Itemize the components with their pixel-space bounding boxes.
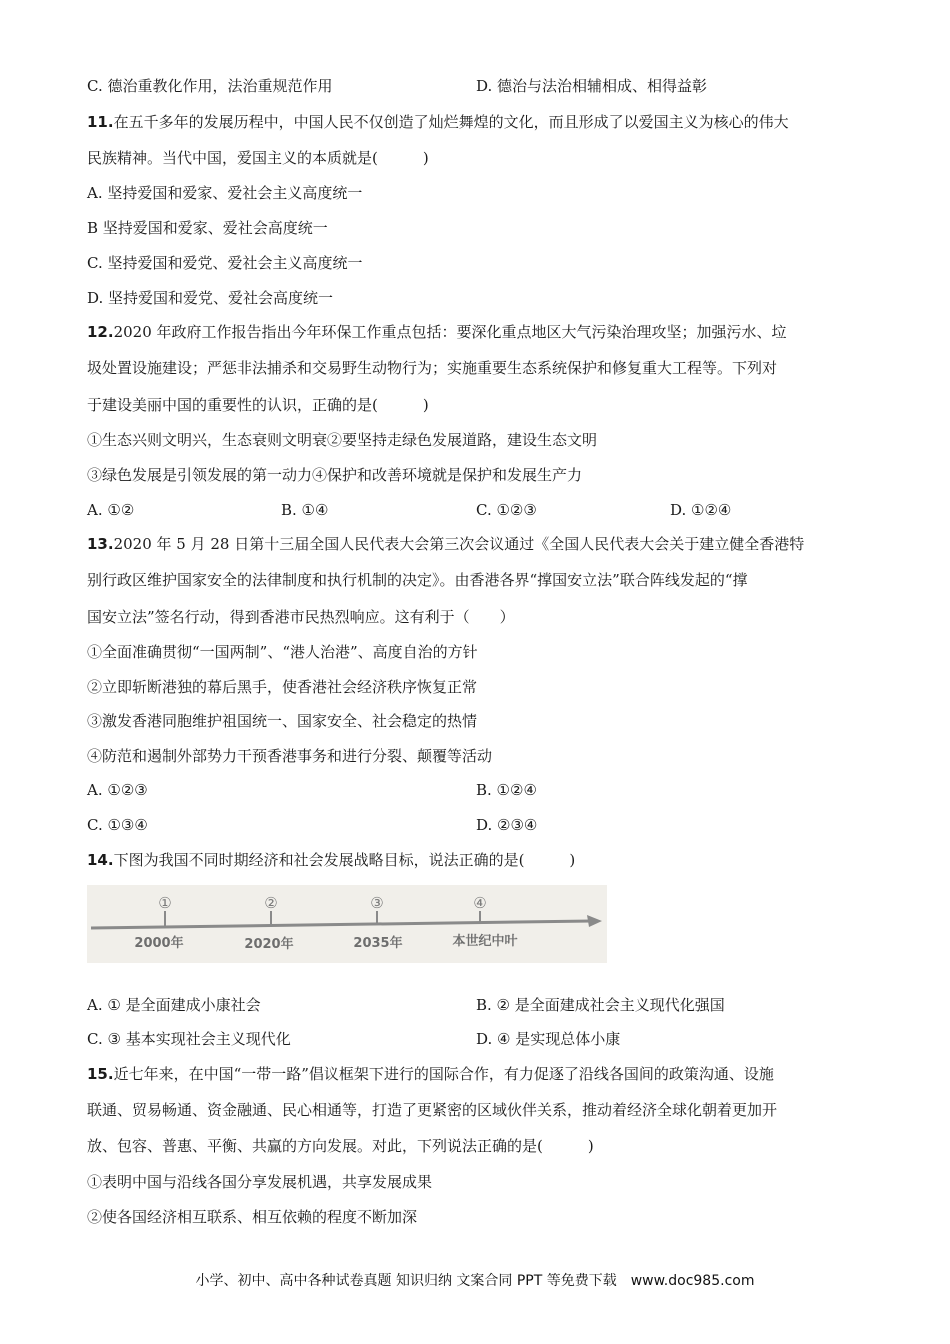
- q11-stem-line-2: 民族精神。当代中国，爱国主义的本质就是( ): [87, 149, 429, 167]
- q12-number: 12.: [87, 323, 114, 341]
- development-timeline-figure: [87, 885, 607, 963]
- q15-stem-line-1: [87, 1064, 774, 1084]
- q11-option-c: C. 坚持爱国和爱党、爱社会主义高度统一: [87, 254, 363, 272]
- q13-item-3: ③激发香港同胞维护祖国统一、国家安全、社会稳定的热情: [87, 712, 478, 730]
- q13-item-4: ④防范和遏制外部势力干预香港事务和进行分裂、颠覆等活动: [87, 747, 493, 765]
- q13-stem-line-2: 别行政区维护国家安全的法律制度和执行机制的决定》。由香港各界“撑国安立法”联合阵线发起的“撑: [87, 571, 748, 589]
- q15-number: 15.: [87, 1065, 114, 1083]
- timeline-arrowhead: [587, 915, 602, 927]
- q14-option-a: A. ① 是全面建成小康社会: [87, 996, 261, 1014]
- timeline-svg: [87, 885, 607, 963]
- q11-option-b: B 坚持爱国和爱家、爱社会高度统一: [87, 219, 328, 237]
- q10-option-c: C. 德治重教化作用，法治重规范作用: [87, 77, 333, 95]
- q15-item-2: ②使各国经济相互联系、相互依赖的程度不断加深: [87, 1208, 418, 1226]
- q15-stem-line-2: 联通、贸易畅通、资金融通、民心相通等，打造了更紧密的区域伙伴关系，推动着经济全球化朝着更加开: [87, 1101, 778, 1119]
- q14-number: 14.: [87, 851, 114, 869]
- q15-item-1: ①表明中国与沿线各国分享发展机遇，共享发展成果: [87, 1173, 433, 1191]
- q13-item-2: ②立即斩断港独的幕后黑手，使香港社会经济秩序恢复正常: [87, 678, 478, 696]
- q11-number: 11.: [87, 113, 114, 131]
- q14-option-c: C. ③ 基本实现社会主义现代化: [87, 1030, 291, 1048]
- timeline-mark-2: ②: [264, 894, 278, 912]
- q11-option-a: A. 坚持爱国和爱家、爱社会主义高度统一: [87, 184, 363, 202]
- q13-option-a: A. ①②③: [87, 781, 148, 799]
- q14-stem-text-1: 下图为我国不同时期经济和社会发展战略目标，说法正确的是( ): [113, 851, 576, 869]
- q12-stem-line-2: 圾处置设施建设；严惩非法捕杀和交易野生动物行为；实施重要生态系统保护和修复重大工程等。下列对: [87, 359, 778, 377]
- q14-stem-line-1: [87, 850, 575, 870]
- q12-stem-line-3: 于建设美丽中国的重要性的认识，正确的是( ): [87, 396, 429, 414]
- timeline-mark-3: ③: [370, 894, 384, 912]
- q14-option-d: D. ④ 是实现总体小康: [476, 1030, 621, 1048]
- q12-option-b: B. ①④: [281, 501, 329, 519]
- q11-option-d: D. 坚持爱国和爱党、爱社会高度统一: [87, 289, 334, 307]
- q10-option-d: D. 德治与法治相辅相成、相得益彰: [476, 77, 708, 95]
- q12-item-2: ③绿色发展是引领发展的第一动力④保护和改善环境就是保护和发展生产力: [87, 466, 583, 484]
- timeline-label-2: 2020年: [244, 937, 294, 952]
- timeline-label-4: 本世纪中叶: [452, 934, 518, 949]
- q12-option-d: D. ①②④: [670, 501, 732, 519]
- timeline-mark-1: ①: [158, 894, 172, 912]
- q12-item-1: ①生态兴则文明兴，生态衰则文明衰②要坚持走绿色发展道路，建设生态文明: [87, 431, 598, 449]
- q13-option-b: B. ①②④: [476, 781, 537, 799]
- q13-option-d: D. ②③④: [476, 816, 538, 834]
- q12-option-c: C. ①②③: [476, 501, 537, 519]
- q13-number: 13.: [87, 535, 114, 553]
- timeline-label-3: 2035年: [353, 936, 403, 951]
- q11-stem-text-1: 在五千多年的发展历程中，中国人民不仅创造了灿烂舞煌的文化，而且形成了以爱国主义为核心的伟大: [113, 113, 789, 131]
- q14-option-b: B. ② 是全面建成社会主义现代化强国: [476, 996, 725, 1014]
- q11-stem-line-1: [87, 112, 789, 132]
- page-footer: 小学、初中、高中各种试卷真题 知识归纳 文案合同 PPT 等免费下载 www.doc985.com: [195, 1273, 755, 1289]
- q12-option-a: A. ①②: [87, 501, 135, 519]
- q13-option-c: C. ①③④: [87, 816, 148, 834]
- q13-stem-line-3: 国安立法”签名行动，得到香港市民热烈响应。这有利于（ ）: [87, 608, 515, 626]
- timeline-axis: [91, 921, 592, 928]
- q15-stem-line-3: 放、包容、普惠、平衡、共赢的方向发展。对此，下列说法正确的是( ): [87, 1137, 594, 1155]
- q12-stem-line-1: [87, 322, 787, 342]
- timeline-mark-4: ④: [473, 894, 487, 912]
- q12-stem-text-1: 2020 年政府工作报告指出今年环保工作重点包括：要深化重点地区大气污染治理攻坚；加强污水、垃: [113, 323, 787, 341]
- q15-stem-text-1: 近七年来，在中国“一带一路”倡议框架下进行的国际合作，有力促逐了沿线各国间的政策沟通、设施: [113, 1065, 774, 1083]
- q13-stem-text-1: 2020 年 5 月 28 日第十三届全国人民代表大会第三次会议通过《全国人民代表大会关于建立健全香港特: [113, 535, 805, 553]
- q13-item-1: ①全面准确贯彻“一国两制”、“港人治港”、高度自治的方针: [87, 643, 478, 661]
- q13-stem-line-1: [87, 534, 804, 554]
- timeline-label-1: 2000年: [134, 936, 184, 951]
